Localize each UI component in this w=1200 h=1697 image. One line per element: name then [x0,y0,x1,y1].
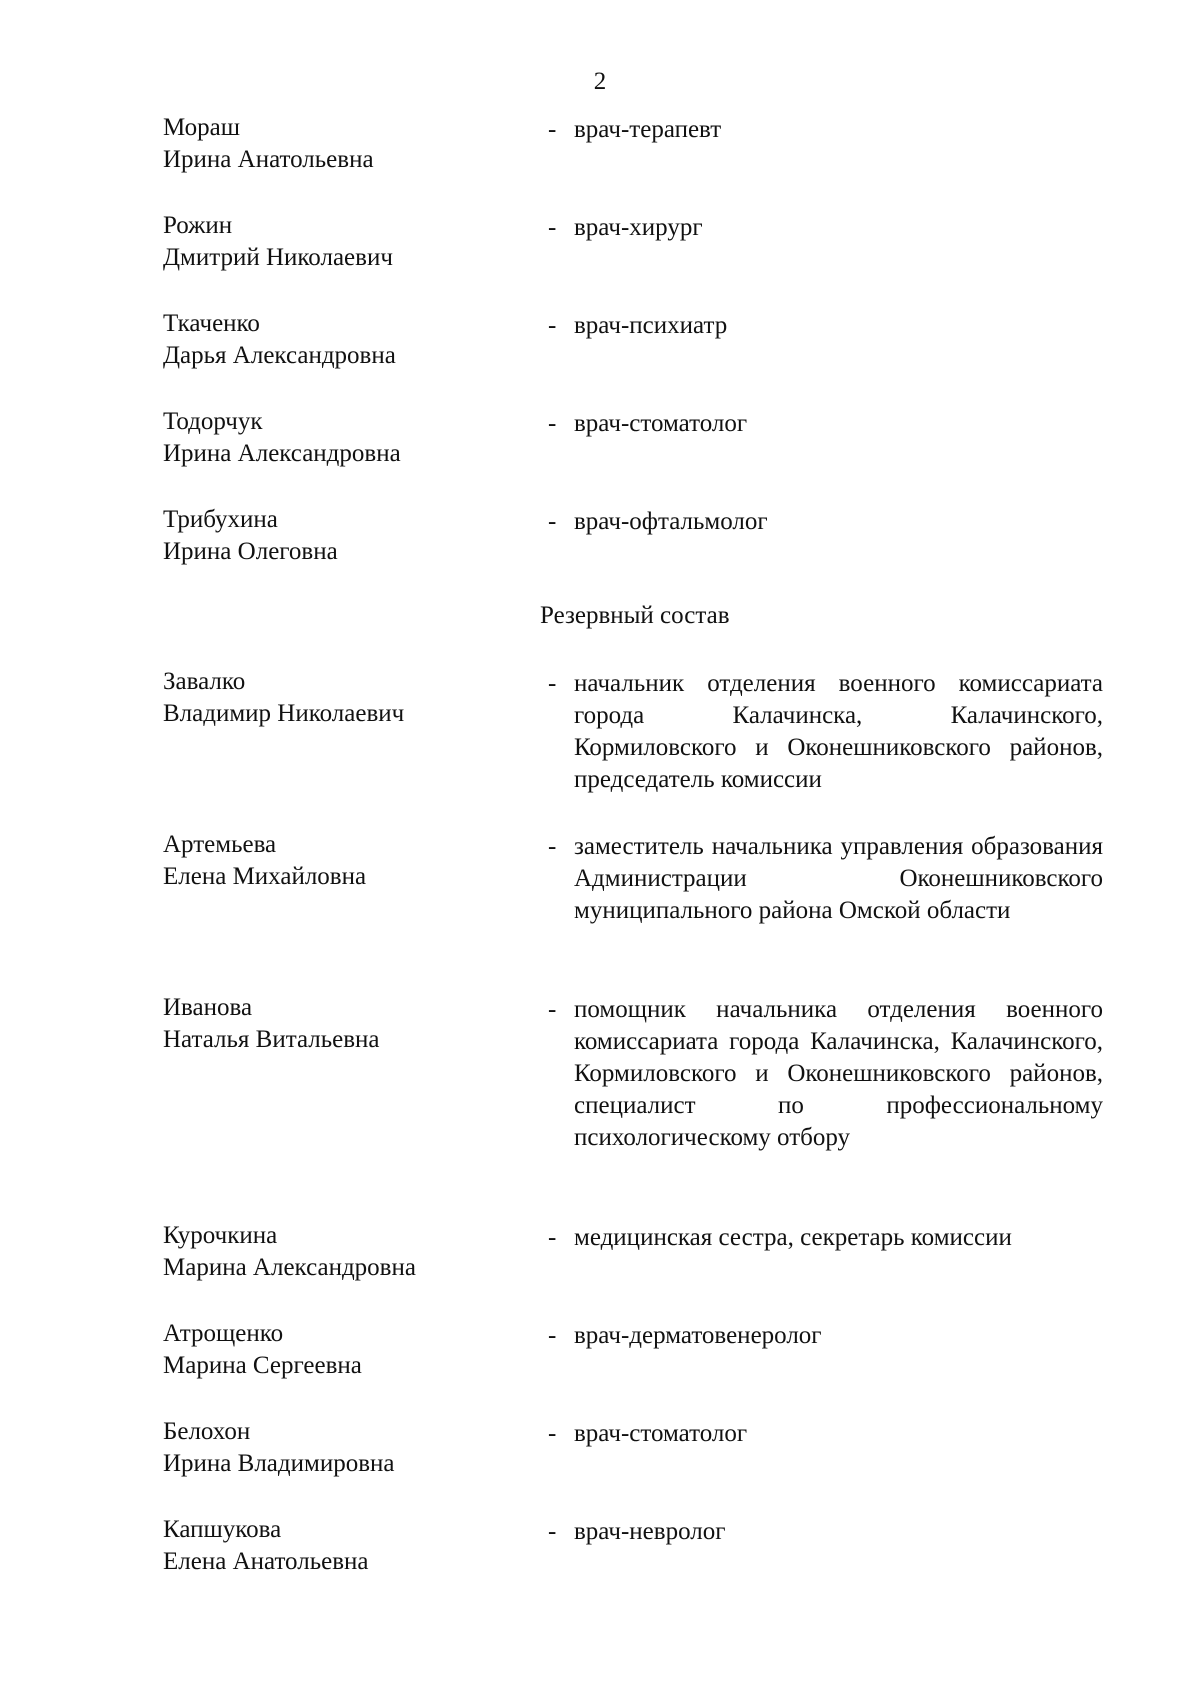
member-given-names: Владимир Николаевич [163,700,405,727]
member-name [163,992,543,1056]
member-role-text: врач-психиатр [574,312,728,339]
member-role: - начальник отделения военного комиссариата города Калачинска, Калачинского, Кормиловского и Оконешниковского районов, председатель комиссии [548,668,1103,796]
member-role-text: врач-стоматолог [574,410,748,437]
member-role: - врач-невролог [548,1516,1103,1548]
member-name [163,504,543,568]
member-name [163,666,543,730]
member-surname: Белохон [163,1418,251,1445]
member-given-names: Дмитрий Николаевич [163,244,393,271]
member-role: - врач-дерматовенеролог [548,1320,1103,1352]
member-surname: Артемьева [163,831,277,858]
member-role: - помощник начальника отделения военного комиссариата города Калачинска, Калачинского, Кормиловского и Оконешниковского районов, специалист по профессиональному психологическому отбору [548,994,1103,1154]
member-surname: Мораш [163,114,240,141]
member-role: - заместитель начальника управления образования Администрации Оконешниковского муниципального района Омской области [548,831,1103,927]
member-surname: Тодорчук [163,408,263,435]
member-surname: Ткаченко [163,310,260,337]
member-role-text: врач-хирург [574,214,703,241]
member-given-names: Ирина Александровна [163,440,401,467]
member-role: - врач-офтальмолог [548,506,1103,538]
member-name [163,210,543,274]
member-role-text: помощник начальника отделения военного комиссариата города Калачинска, Калачинского, Кормиловского и Оконешниковского районов, специалист по профессиональному психологическому отбору [574,996,1103,1151]
member-given-names: Елена Михайловна [163,863,367,890]
member-given-names: Марина Александровна [163,1254,416,1281]
member-role-text: врач-терапевт [574,116,722,143]
member-given-names: Марина Сергеевна [163,1352,362,1379]
member-name [163,112,543,176]
member-surname: Завалко [163,668,246,695]
member-surname: Курочкина [163,1222,278,1249]
reserve-section-title: Резервный состав [540,602,730,629]
member-surname: Рожин [163,212,233,239]
member-role: - врач-стоматолог [548,1418,1103,1450]
member-given-names: Ирина Владимировна [163,1450,395,1477]
member-role-text: врач-стоматолог [574,1420,748,1447]
member-name [163,1514,543,1578]
member-role-text: врач-офтальмолог [574,508,768,535]
member-name [163,1318,543,1382]
member-role: - врач-терапевт [548,114,1103,146]
member-given-names: Ирина Олеговна [163,538,338,565]
member-role: - врач-психиатр [548,310,1103,342]
member-role: - медицинская сестра, секретарь комиссии [548,1222,1103,1254]
member-role-text: врач-дерматовенеролог [574,1322,822,1349]
member-name [163,406,543,470]
member-role: - врач-стоматолог [548,408,1103,440]
page-number: 2 [593,68,607,95]
member-name [163,829,543,893]
member-role-text: медицинская сестра, секретарь комиссии [574,1224,1012,1251]
member-surname: Атрощенко [163,1320,284,1347]
member-surname: Капшукова [163,1516,282,1543]
member-surname: Иванова [163,994,253,1021]
member-surname: Трибухина [163,506,278,533]
member-given-names: Наталья Витальевна [163,1026,380,1053]
member-given-names: Елена Анатольевна [163,1548,369,1575]
member-given-names: Ирина Анатольевна [163,146,374,173]
member-name [163,1416,543,1480]
member-role: - врач-хирург [548,212,1103,244]
member-role-text: заместитель начальника управления образования Администрации Оконешниковского муниципального района Омской области [574,833,1103,924]
member-name [163,308,543,372]
member-role-text: врач-невролог [574,1518,726,1545]
member-role-text: начальник отделения военного комиссариата города Калачинска, Калачинского, Кормиловского и Оконешниковского районов, председатель комиссии [574,670,1103,793]
member-name [163,1220,543,1284]
member-given-names: Дарья Александровна [163,342,396,369]
